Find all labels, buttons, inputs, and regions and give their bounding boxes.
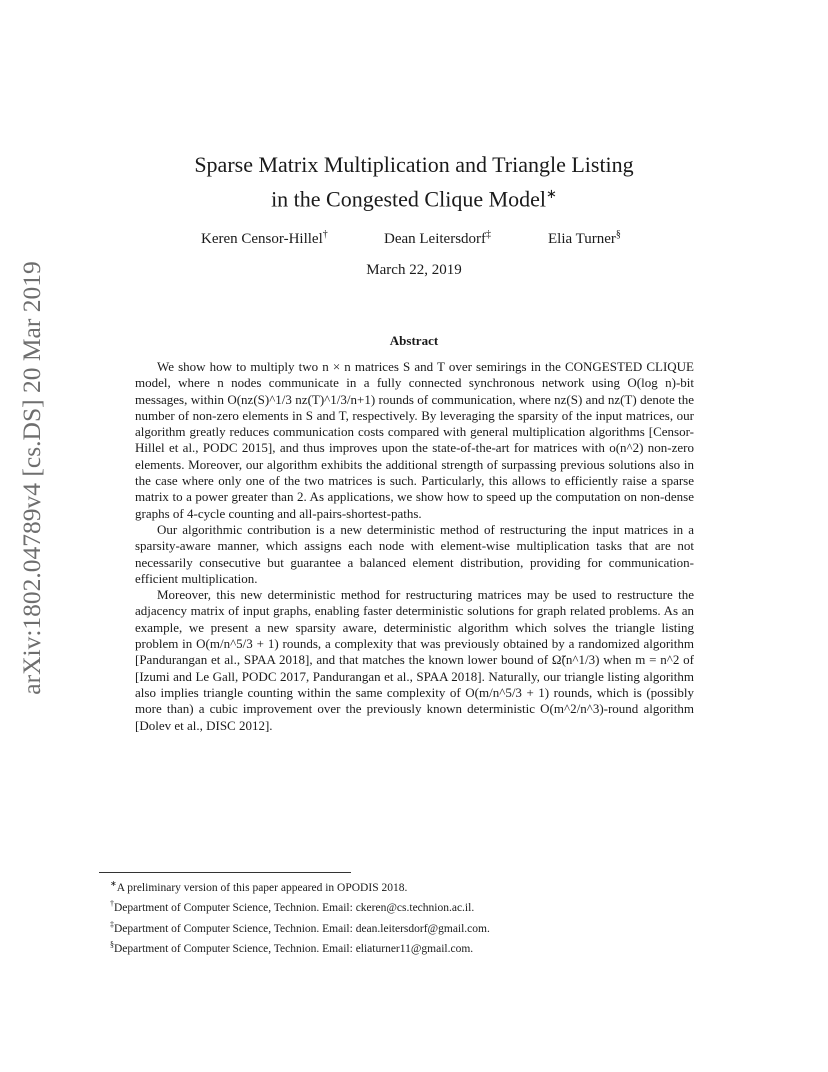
footnote-1-mark: ∗ <box>110 879 117 888</box>
footnote-1 <box>110 876 490 896</box>
author-3 <box>548 229 621 248</box>
footnote-4-mark: § <box>110 939 114 949</box>
footnote-4 <box>110 937 490 957</box>
footnote-rule <box>99 872 351 873</box>
title-line-2 <box>100 179 728 213</box>
title-line-2-text: in the Congested Clique Model <box>271 186 547 212</box>
footnotes <box>110 876 490 957</box>
author-2-mark: ‡ <box>486 229 492 240</box>
footnote-2-mark: † <box>110 899 114 909</box>
footnote-2-text: Department of Computer Science, Technion. Email: ckeren@cs.technion.ac.il. <box>114 902 475 915</box>
author-1 <box>201 229 328 248</box>
footnote-3-mark: ‡ <box>110 919 114 929</box>
title-footnote-mark: ∗ <box>546 186 557 201</box>
author-3-name: Elia Turner <box>548 231 616 247</box>
abstract-paragraph-3: Moreover, this new deterministic method for restructuring matrices may be used to restructure the adjacency matrix of input graphs, enabling faster deterministic solutions for graph related problems. As an example, we present a new sparsity aware, deterministic algorithm which solves the triangle listing problem in O(m/n^5/3 + 1) rounds, a complexity that was previously obtained by a randomized algorithm [Pandurangan et al., SPAA 2018], and that matches the known lower bound of Ω̃(n^1/3) when m = n^2 of [Izumi and Le Gall, PODC 2017, Pandurangan et al., SPAA 2018]. Naturally, our triangle listing algorithm also implies triangle counting within the same complexity of O(m/n^5/3 + 1) rounds, which is (possibly more than) a cubic improvement over the previously known deterministic O(m^2/n^3)-round algorithm [Dolev et al., DISC 2012]. <box>135 587 694 733</box>
footnote-1-text: A preliminary version of this paper appeared in OPODIS 2018. <box>116 881 408 894</box>
abstract-paragraph-1: We show how to multiply two n × n matrices S and T over semirings in the CONGESTED CLIQUE model, where n nodes communicate in a fully connected synchronous network using O(log n)-bit messages, within O(nz(S)^1/3 nz(T)^1/3/n+1) rounds of communication, where nz(S) and nz(T) denote the number of non-zero elements in S and T, respectively. By leveraging the sparsity of the input matrices, our algorithm greatly reduces communication costs compared with general multiplication algorithms [Censor-Hillel et al., PODC 2015], and thus improves upon the state-of-the-art for matrices with o(n^2) non-zero elements. Moreover, our algorithm exhibits the additional strength of surpassing previous solutions also in the case where only one of the two matrices is such. Particularly, this allows to efficiently raise a sparse matrix to a power greater than 2. As applications, we show how to speed up the computation on non-dense graphs of 4-cycle counting and all-pairs-shortest-paths. <box>135 359 694 521</box>
paper-title <box>100 150 728 213</box>
footnote-3-text: Department of Computer Science, Technion. Email: dean.leitersdorf@gmail.com. <box>114 922 490 935</box>
abstract-paragraph-2: Our algorithmic contribution is a new deterministic method of restructuring the input matrices in a sparsity-aware manner, which assigns each node with element-wise multiplication tasks that are not necessarily consecutive but guarantee a balanced element distribution, providing for communication-efficient multiplication. <box>135 521 694 586</box>
abstract-body <box>135 359 694 734</box>
arxiv-identifier-text: arXiv:1802.04789v4 [cs.DS] 20 Mar 2019 <box>17 260 46 695</box>
paper-date: March 22, 2019 <box>366 262 462 278</box>
author-2 <box>384 229 491 248</box>
title-line-1: Sparse Matrix Multiplication and Triangle Listing <box>194 152 634 177</box>
author-1-name: Keren Censor-Hillel <box>201 231 323 247</box>
author-1-mark: † <box>322 229 328 240</box>
author-3-mark: § <box>615 229 621 240</box>
footnote-3 <box>110 917 490 937</box>
abstract-heading: Abstract <box>389 333 439 348</box>
author-2-name: Dean Leitersdorf <box>384 231 487 247</box>
footnote-2 <box>110 896 490 916</box>
footnote-4-text: Department of Computer Science, Technion. Email: eliaturner11@gmail.com. <box>114 942 474 955</box>
